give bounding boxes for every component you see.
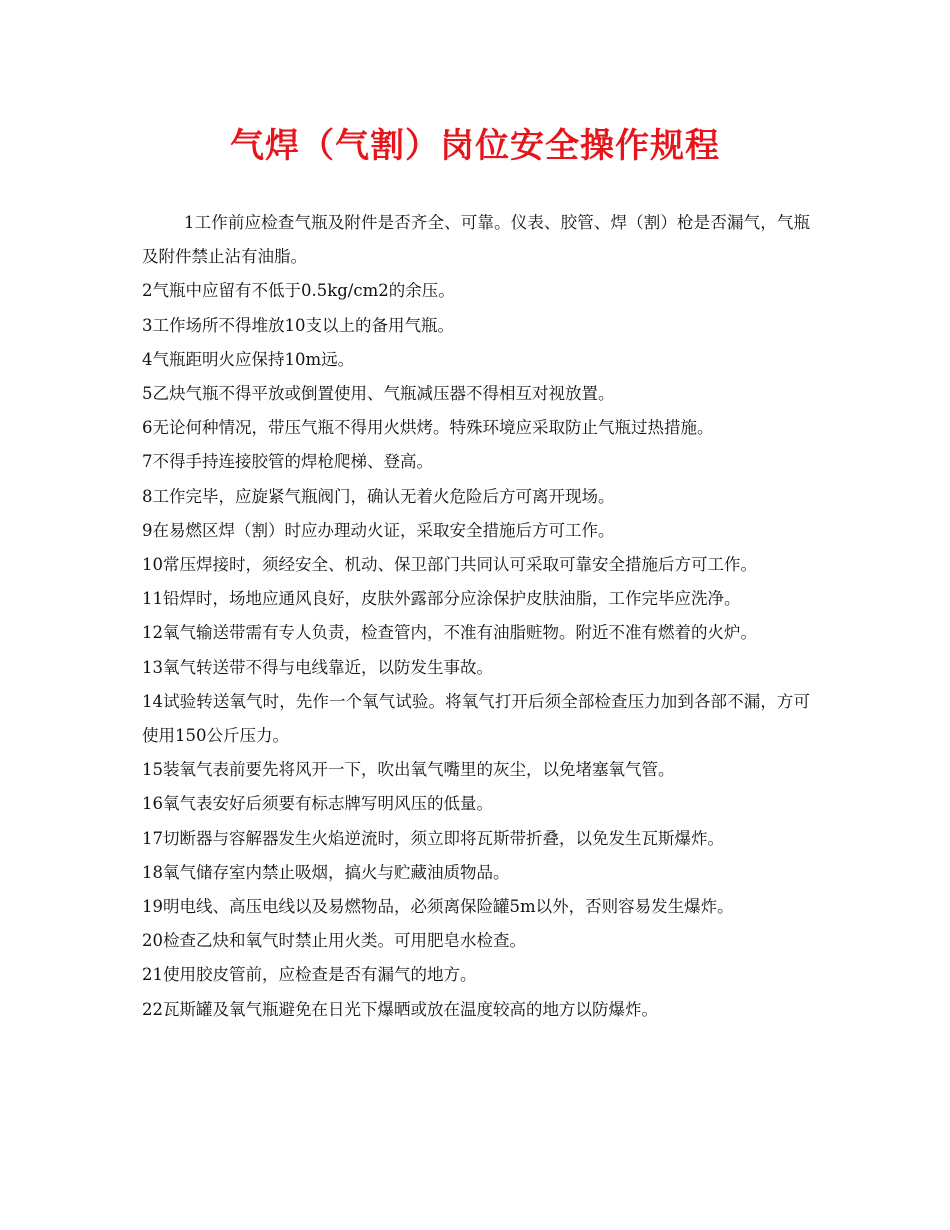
rule-9: 9在易燃区焊（割）时应办理动火证，采取安全措施后方可工作。 [142,520,615,540]
rule-14: 14试验转送氧气时，先作一个氧气试验。将氧气打开后须全部检查压力加到各部不漏，方可使用150公斤压力。 [142,691,810,746]
document-title: 气焊（气割）岗位安全操作规程 [230,126,720,166]
rule-17: 17切断器与容解器发生火焰逆流时，须立即将瓦斯带折叠，以免发生瓦斯爆炸。 [142,828,724,848]
rule-1: 1工作前应检查气瓶及附件是否齐全、可靠。仪表、胶管、焊（割）枪是否漏气，气瓶及附件禁止沾有油脂。 [142,213,810,267]
rule-21: 21使用胶皮管前，应检查是否有漏气的地方。 [142,965,477,985]
rule-3: 3工作场所不得堆放10支以上的备用气瓶。 [142,315,454,335]
rule-4: 4气瓶距明火应保持10m远。 [142,349,355,369]
rule-6: 6无论何种情况，带压气瓶不得用火烘烤。特殊环境应采取防止气瓶过热措施。 [142,418,714,438]
rule-7: 7不得手持连接胶管的焊枪爬梯、登高。 [142,452,433,472]
rule-10: 10常压焊接时，须经安全、机动、保卫部门共同认可采取可靠安全措施后方可工作。 [142,555,757,575]
rule-12: 12氧气输送带需有专人负责，检查管内，不准有油脂赃物。附近不准有燃着的火炉。 [142,623,757,643]
rule-13: 13氧气转送带不得与电线靠近，以防发生事故。 [142,657,493,677]
rule-2: 2气瓶中应留有不低于0.5kg/cm2的余压。 [142,281,455,301]
rule-15: 15装氧气表前要先将风开一下，吹出氧气嘴里的灰尘，以免堵塞氧气管。 [142,760,675,780]
rule-18: 18氧气储存室内禁止吸烟，搞火与贮藏油质物品。 [142,862,510,882]
rule-20: 20检查乙炔和氧气时禁止用火类。可用肥皂水检查。 [142,931,526,951]
rule-5: 5乙炔气瓶不得平放或倒置使用、气瓶减压器不得相互对视放置。 [142,384,615,404]
rule-22: 22瓦斯罐及氧气瓶避免在日光下爆晒或放在温度较高的地方以防爆炸。 [142,999,658,1019]
rule-16: 16氧气表安好后须要有标志牌写明风压的低量。 [142,794,493,814]
rule-19: 19明电线、高压电线以及易燃物品，必须离保险罐5m以外，否则容易发生爆炸。 [142,897,734,917]
document-body [142,206,810,1027]
rule-11: 11铅焊时，场地应通风良好，皮肤外露部分应涂保护皮肤油脂，工作完毕应洗净。 [142,589,741,609]
rule-8: 8工作完毕，应旋紧气瓶阀门，确认无着火危险后方可离开现场。 [142,486,615,506]
